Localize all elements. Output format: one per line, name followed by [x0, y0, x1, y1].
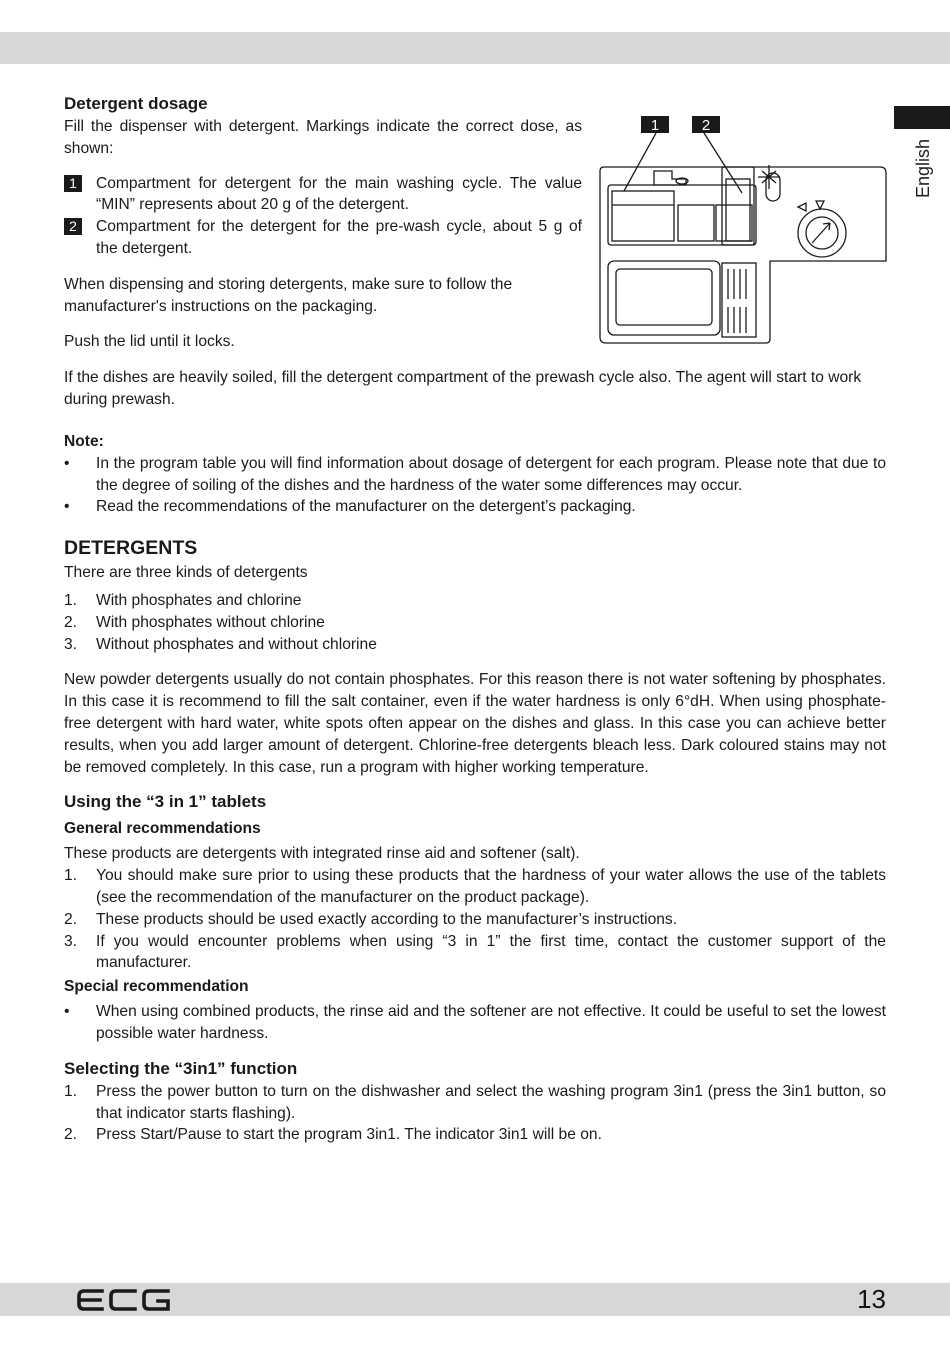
function-heading: Selecting the “3in1” function — [64, 1058, 298, 1078]
detergent-kind-item: 2. With phosphates without chlorine — [64, 613, 325, 631]
lid-paragraph: Push the lid until it locks. — [64, 333, 235, 351]
figure-label-2: 2 — [701, 117, 711, 134]
function-step: 2. Press Start/Pause to start the program 3in1. The indicator 3in1 will be on. — [64, 1126, 602, 1144]
figure-label-1: 1 — [650, 117, 660, 134]
dosage-item-1: 1 Compartment for detergent for the main washing cycle. The value “MIN” represents about 20 g of the detergent. — [64, 173, 582, 217]
detergents-heading: DETERGENTS — [64, 537, 198, 560]
dispenser-illustration — [594, 113, 888, 345]
detergent-dosage-heading: Detergent dosage — [64, 94, 208, 113]
number-box-1: 1 — [64, 175, 82, 192]
function-step: 1. Press the power button to turn on the dishwasher and select the washing program 3in1 (press the 3in1 button, so that indicator starts flashing). — [64, 1082, 886, 1122]
tablets-heading: Using the “3 in 1” tablets — [64, 792, 267, 812]
special-item: • When using combined products, the rinse aid and the softener are not effective. It could be useful to set the lowest possible water hardness. — [64, 1003, 886, 1042]
note-item: • Read the recommendations of the manufacturer on the detergent’s packaging. — [64, 498, 636, 516]
storing-paragraph: When dispensing and storing detergents, make sure to follow the manufacturer's instructions on the packaging. — [64, 275, 513, 315]
general-item: 3. If you would encounter problems when using “3 in 1” the first time, contact the customer support of the manufacturer. — [64, 932, 886, 972]
detergent-kind-item: 3. Without phosphates and without chlorine — [64, 635, 377, 653]
detergents-intro: There are three kinds of detergents — [64, 564, 308, 582]
general-item: 2. These products should be used exactly according to the manufacturer’s instructions. — [64, 910, 678, 928]
general-intro: These products are detergents with integrated rinse aid and softener (salt). — [64, 845, 580, 863]
language-label: English — [913, 138, 934, 198]
general-recommendations-heading: General recommendations — [64, 820, 261, 838]
note-item: • In the program table you will find information about dosage of detergent for each program. Please note that due to the degree of soiling of the dishes and the hardness of the water some differences may occur. — [64, 454, 886, 494]
soiled-paragraph: If the dishes are heavily soiled, fill the detergent compartment of the prewash cycle also. The agent will start to work during prewash. — [64, 369, 862, 408]
dosage-item-2: 2 Compartment for the detergent for the pre-wash cycle, about 5 g of the detergent. — [64, 216, 582, 260]
detergents-paragraph: New powder detergents usually do not contain phosphates. For this reason there is not water softening by phosphates. In this case it is recommend to fill the salt container, even if the water hardness is only 6°dH. When using phosphate-free detergent with hard water, white spots often appear on the dishes and glass. In this case you can achieve better results, when you add larger amount of detergent. Chlorine-free detergents bleach less. Dark coloured stains may not be removed completely. In this case, run a program with higher working temperature. — [64, 671, 886, 776]
number-box-2: 2 — [64, 218, 82, 235]
special-recommendation-heading: Special recommendation — [64, 978, 249, 996]
general-item: 1. You should make sure prior to using these products that the hardness of your water allows the use of the tablets (see the recommendation of the manufacturer on the product package). — [64, 867, 886, 906]
detergent-kind-item: 1. With phosphates and chlorine — [64, 591, 302, 609]
dosage-intro: Fill the dispenser with detergent. Markings indicate the correct dose, as shown: — [64, 118, 582, 157]
ecg-logo — [76, 1287, 172, 1313]
language-tab — [894, 106, 950, 129]
note-heading: Note: — [64, 432, 104, 450]
page-number: 13 — [857, 1284, 886, 1314]
top-band — [0, 32, 950, 64]
